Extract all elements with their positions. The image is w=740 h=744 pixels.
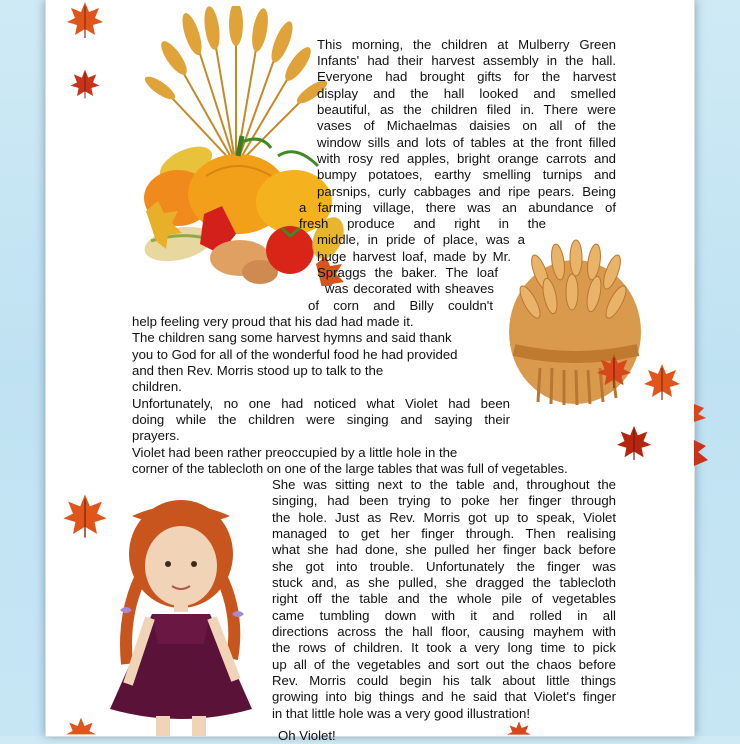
story-line: Everyone had brought gifts for the harvest <box>317 69 616 84</box>
story-line: Rev. Morris could begin his talk about little things <box>272 673 616 688</box>
story-line: This morning, the children at Mulberry Green <box>317 37 616 52</box>
story-line: a farming village, there was an abundance of <box>299 200 616 215</box>
story-line: Violet had been rather preoccupied by a little hole in the <box>132 445 458 460</box>
story-line: Spraggs the baker. The loaf <box>317 265 498 280</box>
story-line: window sills and lots of tables at the front filled <box>317 135 616 150</box>
story-line: fresh produce and right in the <box>299 216 546 231</box>
story-line: parsnips, curly cabbages and ripe pears. Being <box>317 184 616 199</box>
story-line: prayers. <box>132 428 180 443</box>
story-page <box>46 0 694 743</box>
story-line: directions across the hall floor, causing mayhem with <box>272 624 616 639</box>
story-line: She was sitting next to the table and, throughout the <box>272 477 616 492</box>
story-line: help feeling very proud that his dad had made it. <box>132 314 414 329</box>
story-line: middle, in pride of place, was a <box>317 232 525 247</box>
story-line: corner of the tablecloth on one of the large tables that was full of vegetables. <box>132 461 568 476</box>
story-line: display and the hall looked and smelled <box>317 86 616 101</box>
story-line: and then Rev. Morris stood up to talk to the <box>132 363 384 378</box>
story-line: you to God for all of the wonderful food he had provided <box>132 347 458 362</box>
story-line: the hole. Just as Rev. Morris got up to speak, Violet <box>272 510 616 525</box>
story-line: doing while the children were singing and saying their <box>132 412 510 427</box>
story-line: beautiful, as the children filed in. There were <box>317 102 616 117</box>
story-line: stuck and, as she pulled, she dragged the tablecloth <box>272 575 616 590</box>
story-line: children. <box>132 379 182 394</box>
story-line: came tumbling down with it and rolled in all <box>272 608 616 623</box>
story-line: of corn and Billy couldn't <box>308 298 493 313</box>
story-line: up all of the vegetables and sort out the chaos before <box>272 657 616 672</box>
story-line: Infants' had their harvest assembly in the hall. <box>317 53 616 68</box>
story-line: the rows of children. It took a very long time to pick <box>272 640 616 655</box>
story-line: huge harvest loaf, made by Mr. <box>317 249 511 264</box>
story-line: managed to get her finger through. Then realising <box>272 526 616 541</box>
story-line: was decorated with sheaves <box>325 281 494 296</box>
story-line: right off the table and the whole pile of vegetables <box>272 591 616 606</box>
story-line: with rosy red apples, bright orange carrots and <box>317 151 616 166</box>
story-line: what she had done, she pulled her finger back before <box>272 542 616 557</box>
story-line: growing into big things and he said that Violet's finger <box>272 689 616 704</box>
story-line: bumpy potatoes, earthy smelling turnips and <box>317 167 616 182</box>
story-line: in that little hole was a very good illustration! <box>272 706 531 721</box>
story-closing-line: Oh Violet! <box>278 728 336 743</box>
story-line: The children sang some harvest hymns and said thank <box>132 330 452 345</box>
story-line: singing, had been trying to poke her finger through <box>272 493 616 508</box>
story-line: she got into trouble. Unfortunately the finger was <box>272 559 616 574</box>
autumn-leaf-icon <box>694 400 714 470</box>
story-line: Unfortunately, no one had noticed what Violet had been <box>132 396 510 411</box>
story-text <box>46 0 694 743</box>
story-line: vases of Michaelmas daisies on all of the <box>317 118 616 133</box>
